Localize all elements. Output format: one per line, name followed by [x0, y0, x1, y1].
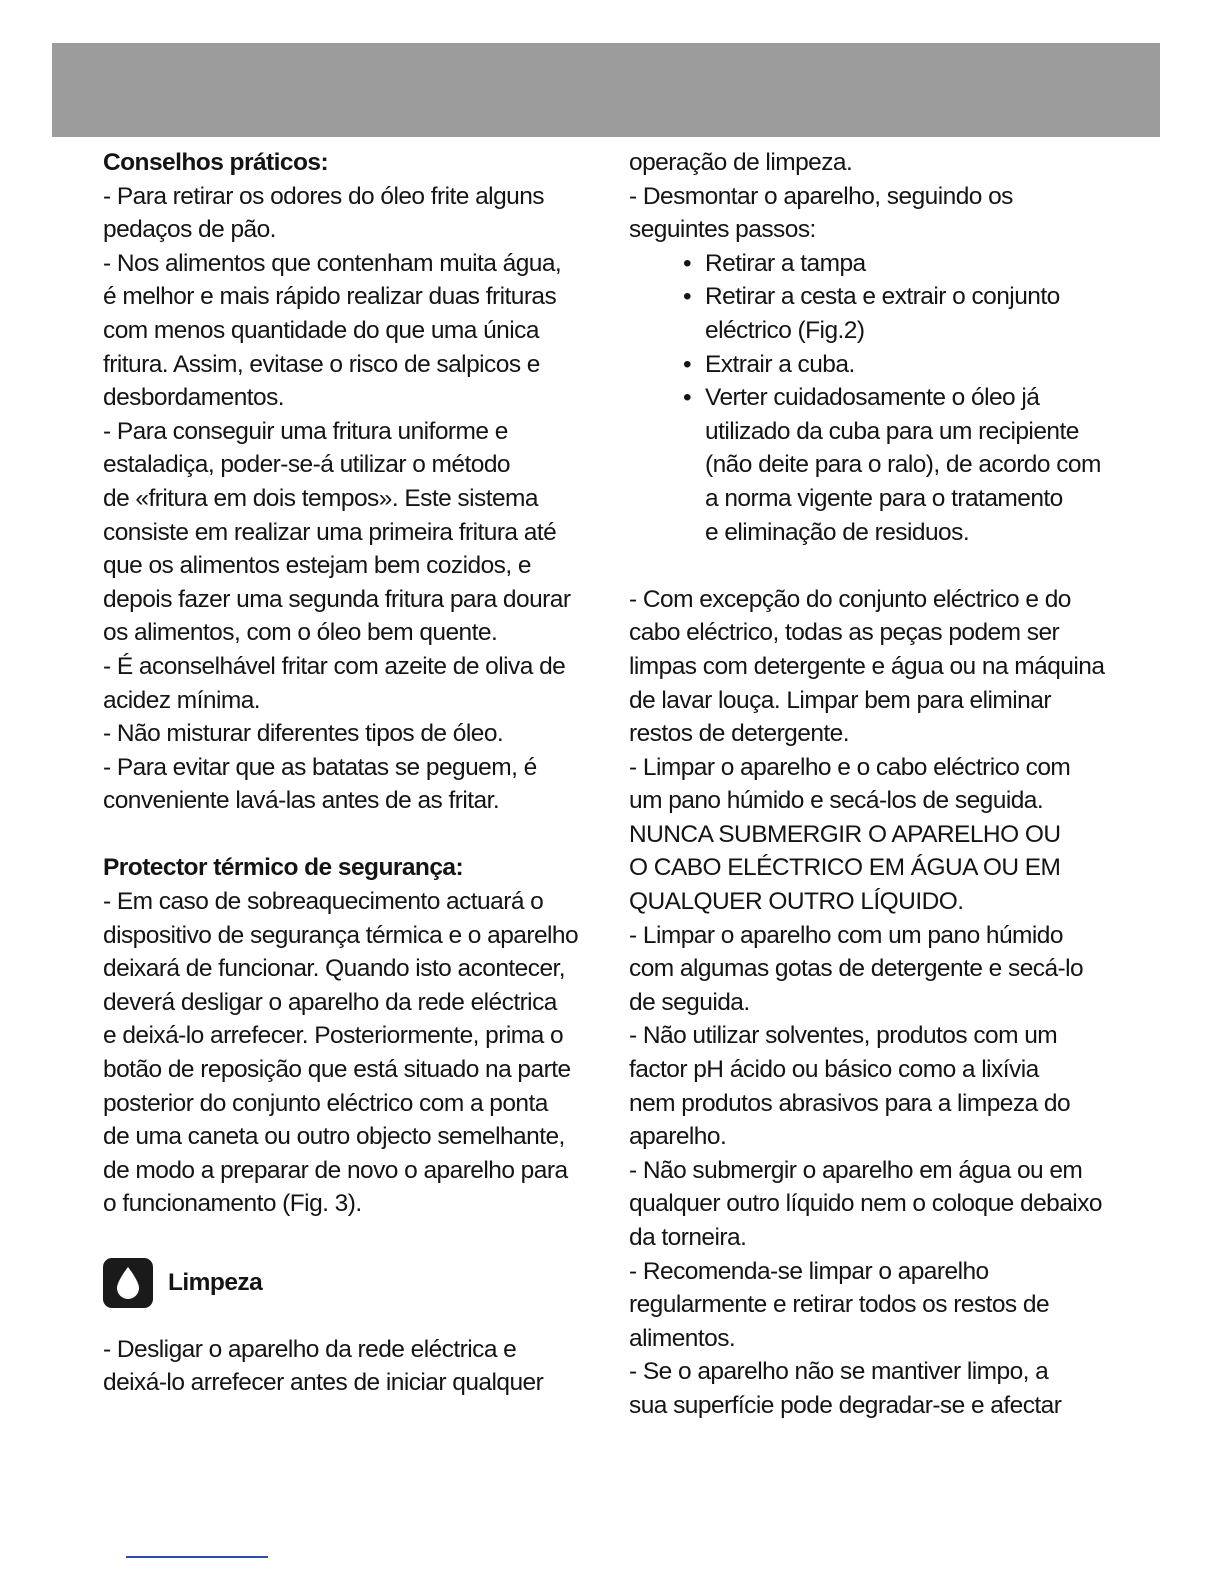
disassembly-steps	[629, 247, 1149, 549]
step-item: • Verter cuidadosamente o óleo já utilizado da cuba para um recipiente (não deite para o ralo), de acordo com a norma vigente para o tratamento e eliminação de residuos.	[683, 381, 1149, 549]
cleaning-continued-text: operação de limpeza. - Desmontar o aparelho, seguindo os seguintes passos:	[629, 149, 1013, 244]
cleaning-heading: Limpeza	[168, 1268, 263, 1296]
step-item: • Extrair a cuba.	[683, 348, 1149, 382]
header-band	[52, 43, 1160, 137]
right-column	[629, 146, 1149, 1423]
cleaning-intro-text: - Desligar o aparelho da rede eléctrica e deixá-lo arrefecer antes de iniciar qualquer	[103, 1335, 544, 1397]
cleaning-instructions-text: - Com excepção do conjunto eléctrico e do cabo eléctrico, todas as peças podem ser limpas com detergente e água ou na máquina de lavar louça. Limpar bem para eliminar restos de detergente. - Limpar o aparelho e o cabo eléctrico com um pano húmido e secá-los de seguida. NUNCA SUBMERGIR O APARELHO OU O CABO ELÉCTRICO EM ÁGUA OU EM QUALQUER OUTRO LÍQUIDO. - Limpar o aparelho com um pano húmido com algumas gotas de detergente e secá-lo de seguida. - Não utilizar solventes, produtos com um factor pH ácido ou básico como a lixívia nem produtos abrasivos para a limpeza do aparelho. - Não submergir o aparelho em água ou em qualquer outro líquido nem o coloque debaixo da torneira. - Recomenda-se limpar o aparelho regularmente e retirar todos os restos de alimentos. - Se o aparelho não se mantiver limpo, a sua superfície pode degradar-se e afectar	[629, 585, 1105, 1419]
thermal-protector-text: - Em caso de sobreaquecimento actuará o dispositivo de segurança térmica e o aparelho deixará de funcionar. Quando isto acontecer, deverá desligar o aparelho da rede eléctrica e deixá-lo arrefecer. Posteriormente, prima o botão de reposição que está situado na parte posterior do conjunto eléctrico com a ponta de uma caneta ou outro objecto semelhante, de modo a preparar de novo o aparelho para o funcionamento (Fig. 3).	[103, 888, 579, 1218]
practical-tips-heading: Conselhos práticos:	[103, 149, 329, 176]
cleaning-heading-row	[103, 1257, 603, 1309]
step-item: • Retirar a cesta e extrair o conjunto eléctrico (Fig.2)	[683, 280, 1149, 347]
thermal-protector-heading: Protector térmico de segurança:	[103, 854, 464, 882]
step-item: • Retirar a tampa	[683, 247, 1149, 281]
practical-tips-text: - Para retirar os odores do óleo frite alguns pedaços de pão. - Nos alimentos que contenham muita água, é melhor e mais rápido realizar duas frituras com menos quantidade do que uma única fritura. Assim, evitase o risco de salpicos e desbordamentos. - Para conseguir uma fritura uniforme e estaladiça, poder-se-á utilizar o método de «fritura em dois tempos». Este sistema consiste em realizar uma primeira fritura até que os alimentos estejam bem cozidos, e depois fazer uma segunda fritura para dourar os alimentos, com o óleo bem quente. - É aconselhável fritar com azeite de oliva de acidez mínima. - Não misturar diferentes tipos de óleo. - Para evitar que as batatas se peguem, é conveniente lavá-las antes de as fritar.	[103, 182, 571, 815]
left-column	[103, 146, 603, 1400]
footer-rule	[126, 1556, 268, 1558]
water-drop-icon	[103, 1258, 153, 1308]
